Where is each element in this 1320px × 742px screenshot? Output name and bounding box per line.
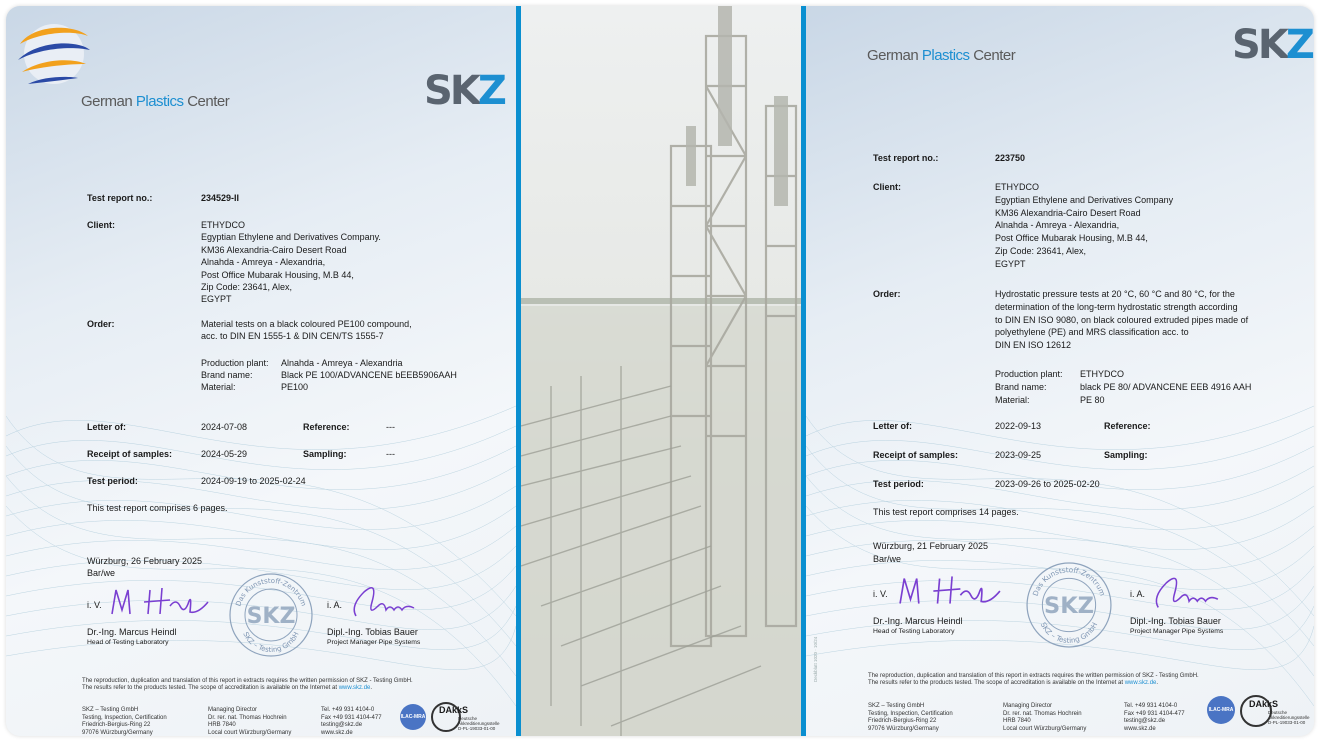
footer-line: www.skz.de — [1124, 725, 1156, 732]
signatory-1-name: Dr.-Ing. Marcus Heindl — [873, 616, 963, 626]
order-line: acc. to DIN EN 1555-1 & DIN CEN/TS 1555-7 — [201, 331, 384, 342]
iv-label: i. V. — [87, 600, 102, 610]
logo-letter-k: K — [449, 68, 478, 114]
footer-line: Tel. +49 931 4104-0 — [321, 707, 375, 713]
production-plant-value: ETHYDCO — [1080, 369, 1125, 379]
accreditation-link[interactable]: www.skz.de — [1124, 680, 1157, 686]
footer-company — [868, 703, 953, 733]
footer-line: Testing, Inspection, Certification — [82, 714, 167, 721]
client-line: Alnahda - Amreya - Alexandria, — [995, 220, 1120, 231]
skz-logo — [424, 68, 504, 114]
skz-logo — [1232, 22, 1312, 68]
reference-label: Reference: — [303, 422, 350, 432]
footer-management — [208, 707, 291, 736]
footer-management — [1003, 703, 1086, 733]
production-plant-value: Alnahda - Amreya - Alexandria — [281, 358, 403, 368]
order-label: Order: — [87, 319, 115, 329]
brand-wordmark — [81, 93, 229, 110]
client-line: KM36 Alexandria-Cairo Desert Road — [995, 207, 1141, 218]
sampling-value: --- — [386, 449, 395, 459]
test-period-value: 2023-09-26 to 2025-02-20 — [995, 479, 1100, 489]
seal-top-text: Das Kunststoff-Zentrum — [234, 576, 308, 608]
page-count-note: This test report comprises 14 pages. — [873, 507, 1019, 517]
footer-line: 97076 Würzburg/Germany — [868, 725, 939, 732]
reproduction-notice: The reproduction, duplication and translation of this report in extracts requires the written permission of SKZ - Testing GmbH. — [82, 678, 413, 684]
client-line: EGYPT — [995, 258, 1026, 269]
logo-letter-z: Z — [1285, 22, 1312, 68]
footer-line: Fax +49 931 4104-477 — [1124, 710, 1185, 717]
client-line: Egyptian Ethylene and Derivatives Company. — [201, 232, 381, 243]
dakks-line: Akkreditierungsstelle — [458, 721, 500, 726]
signature-heindl-icon — [110, 584, 210, 618]
footer-line: Local court Würzburg/Germany — [1003, 725, 1087, 732]
test-report-left — [6, 6, 516, 736]
signatory-2-name: Dipl.-Ing. Tobias Bauer — [327, 627, 418, 637]
svg-text:Das Kunststoff-Zentrum — [234, 577, 307, 608]
material-label: Material: — [201, 382, 236, 392]
skz-seal-icon — [1025, 561, 1113, 649]
receipt-value: 2023-09-25 — [995, 450, 1042, 460]
signatory-1-title: Head of Testing Laboratory — [87, 639, 169, 646]
client-label: Client: — [873, 182, 901, 192]
brand-name-value: Black PE 100/ADVANCENE bEEB5906AAH — [281, 370, 457, 380]
dakks-subtext — [1268, 710, 1310, 725]
report-no-label: Test report no.: — [87, 193, 153, 203]
receipt-label: Receipt of samples: — [873, 450, 959, 460]
footer-line: HRB 7840 — [1003, 718, 1031, 724]
reference-value: --- — [386, 422, 395, 432]
order-line: polyethylene (PE) and MRS classification acc. to — [995, 327, 1189, 338]
skz-globe-icon — [14, 14, 92, 94]
refinery-illustration — [521, 6, 801, 736]
footer-line: Managing Director — [1003, 703, 1053, 709]
signatory-2-name: Dipl.-Ing. Tobias Bauer — [1130, 616, 1221, 626]
letter-of-value: 2024-07-08 — [201, 422, 248, 432]
footer-line: Managing Director — [208, 707, 258, 713]
logo-letter-s: S — [1232, 22, 1258, 68]
brand-word-1: German — [81, 93, 136, 110]
accreditation-end: . — [1156, 680, 1159, 686]
brand-wordmark — [867, 47, 1015, 64]
footer-line: Dr. rer. nat. Thomas Hochrein — [1003, 710, 1082, 717]
footer-line: testing@skz.de — [321, 722, 363, 728]
initials: Bar/we — [873, 554, 902, 564]
iv-label: i. V. — [873, 589, 888, 599]
dakks-line: Akkreditierungsstelle — [1268, 715, 1310, 720]
logo-letter-z: Z — [477, 68, 504, 114]
accreditation-text: The results refer to the products tested. The scope of accreditation is available on the Internet at — [868, 680, 1125, 686]
order-line: Hydrostatic pressure tests at 20 °C, 60 °C and 80 °C, for the — [995, 289, 1235, 299]
client-line: Zip Code: 23641, Alex, — [201, 282, 293, 293]
sampling-label: Sampling: — [303, 449, 347, 459]
test-period-value: 2024-09-19 to 2025-02-24 — [201, 476, 306, 486]
reproduction-notice: The reproduction, duplication and translation of this report in extracts requires the written permission of SKZ - Testing GmbH. — [868, 673, 1199, 679]
dakks-line: Deutsche — [1268, 710, 1288, 715]
footer-line: Friedrich-Bergius-Ring 22 — [868, 718, 937, 724]
letter-of-label: Letter of: — [873, 421, 912, 431]
brand-name-label: Brand name: — [995, 382, 1047, 392]
accreditation-notice — [82, 685, 502, 693]
client-line: EGYPT — [201, 294, 232, 305]
seal-bottom-text: SKZ – Testing GmbH — [241, 630, 301, 655]
order-label: Order: — [873, 289, 901, 299]
accreditation-end: . — [370, 685, 373, 691]
client-address — [995, 181, 1173, 271]
logo-letter-k: K — [1257, 22, 1286, 68]
brand-word-1: German — [867, 47, 922, 64]
footer-line: testing@skz.de — [1124, 718, 1166, 724]
place-date: Würzburg, 21 February 2025 — [873, 541, 989, 551]
logo-letter-s: S — [424, 68, 450, 114]
client-line: Alnahda - Amreya - Alexandria, — [201, 257, 326, 268]
place-date: Würzburg, 26 February 2025 — [87, 556, 203, 566]
dakks-line: D-PL-19033-01-00 — [458, 726, 496, 731]
receipt-label: Receipt of samples: — [87, 449, 173, 459]
order-line: determination of the long-term hydrostatic strength according — [995, 301, 1238, 312]
signatory-1-title: Head of Testing Laboratory — [873, 628, 955, 635]
footer-line: Friedrich-Bergius-Ring 22 — [82, 722, 151, 728]
dakks-line: D-PL-19033-01-00 — [1268, 720, 1306, 725]
signatory-2-title: Project Manager Pipe Systems — [327, 639, 421, 646]
material-value: PE100 — [281, 382, 309, 392]
footer-company — [82, 707, 167, 736]
signatory-1-name: Dr.-Ing. Marcus Heindl — [87, 627, 177, 637]
form-code: Deckblatt 1020 · 10/24 — [813, 636, 818, 682]
seal-center-text: SKZ — [1044, 593, 1094, 620]
certificate-collage — [6, 6, 1314, 736]
footer-line: Tel. +49 931 4104-0 — [1124, 703, 1178, 709]
footer-contact — [1124, 703, 1185, 733]
footer-line: 97076 Würzburg/Germany — [82, 729, 153, 736]
material-label: Material: — [995, 395, 1030, 405]
page-count-note: This test report comprises 6 pages. — [87, 503, 228, 513]
footer-contact — [321, 707, 382, 736]
seal-center-text: SKZ — [246, 604, 296, 629]
order-text — [995, 288, 1248, 352]
order-line: Material tests on a black coloured PE100 compound, — [201, 319, 412, 329]
test-report-right — [806, 6, 1314, 736]
reference-label: Reference: — [1104, 421, 1151, 431]
footer-line: SKZ – Testing GmbH — [868, 703, 925, 709]
ilac-mra-badge: ILAC-MRA — [1207, 696, 1235, 724]
footer-line: Local court Würzburg/Germany — [208, 729, 292, 736]
client-line: Egyptian Ethylene and Derivatives Company — [995, 194, 1174, 205]
report-no-label: Test report no.: — [873, 153, 939, 163]
dakks-line: Deutsche — [458, 716, 478, 721]
client-line: ETHYDCO — [995, 182, 1040, 192]
dakks-label: DAkkS — [1249, 699, 1279, 709]
signature-bauer-icon — [1150, 572, 1222, 612]
order-line: to DIN EN ISO 9080, on black coloured extruded pipes made of — [995, 314, 1249, 325]
production-plant-label: Production plant: — [995, 369, 1063, 379]
seal-bottom-text: SKZ – Testing GmbH — [1038, 620, 1100, 645]
production-plant-label: Production plant: — [201, 358, 269, 368]
accreditation-text: The results refer to the products tested. The scope of accreditation is available on the Internet at — [82, 685, 339, 691]
order-text — [201, 318, 412, 343]
brand-word-accent: Plastics — [135, 93, 184, 110]
industrial-plant-photo — [521, 6, 801, 736]
report-no-value: 234529-II — [201, 193, 240, 203]
signature-heindl-icon — [898, 572, 1002, 608]
seal-top-text: Das Kunststoff-Zentrum — [1030, 565, 1108, 598]
skz-seal-icon — [228, 572, 314, 658]
client-line: Post Office Mubarak Housing, M.B 44, — [201, 269, 354, 280]
footer-line: SKZ – Testing GmbH — [82, 707, 139, 713]
client-line: Zip Code: 23641, Alex, — [995, 245, 1087, 256]
accreditation-link[interactable]: www.skz.de — [338, 685, 371, 691]
footer-line: Testing, Inspection, Certification — [868, 710, 953, 717]
sampling-label: Sampling: — [1104, 450, 1148, 460]
client-line: ETHYDCO — [201, 220, 246, 230]
client-line: Post Office Mubarak Housing, M.B 44, — [995, 233, 1148, 244]
dakks-subtext — [458, 716, 500, 731]
brand-name-label: Brand name: — [201, 370, 253, 380]
brand-word-2: Center — [969, 47, 1016, 64]
report-no-value: 223750 — [995, 153, 1026, 163]
test-period-label: Test period: — [873, 479, 924, 489]
initials: Bar/we — [87, 568, 116, 578]
signatory-2-title: Project Manager Pipe Systems — [1130, 628, 1224, 635]
dakks-label: DAkkS — [439, 705, 469, 715]
footer-line: Dr. rer. nat. Thomas Hochrein — [208, 714, 287, 721]
client-label: Client: — [87, 220, 115, 230]
signature-bauer-icon — [348, 582, 418, 620]
letter-of-label: Letter of: — [87, 422, 126, 432]
ia-label: i. A. — [327, 600, 343, 610]
client-line: KM36 Alexandria-Cairo Desert Road — [201, 244, 347, 255]
brand-name-value: black PE 80/ ADVANCENE EEB 4916 AAH — [1080, 382, 1252, 392]
ia-label: i. A. — [1130, 589, 1146, 599]
brand-word-2: Center — [183, 93, 230, 110]
client-address — [201, 219, 381, 306]
ilac-mra-badge: ILAC-MRA — [400, 704, 426, 730]
order-line: DIN EN ISO 12612 — [995, 340, 1072, 351]
accreditation-notice — [868, 680, 1298, 688]
brand-word-accent: Plastics — [921, 47, 970, 64]
receipt-value: 2024-05-29 — [201, 449, 248, 459]
footer-line: www.skz.de — [321, 729, 353, 736]
footer-line: Fax +49 931 4104-477 — [321, 714, 382, 721]
material-value: PE 80 — [1080, 395, 1105, 405]
letter-of-value: 2022-09-13 — [995, 421, 1042, 431]
test-period-label: Test period: — [87, 476, 138, 486]
footer-line: HRB 7840 — [208, 722, 236, 728]
